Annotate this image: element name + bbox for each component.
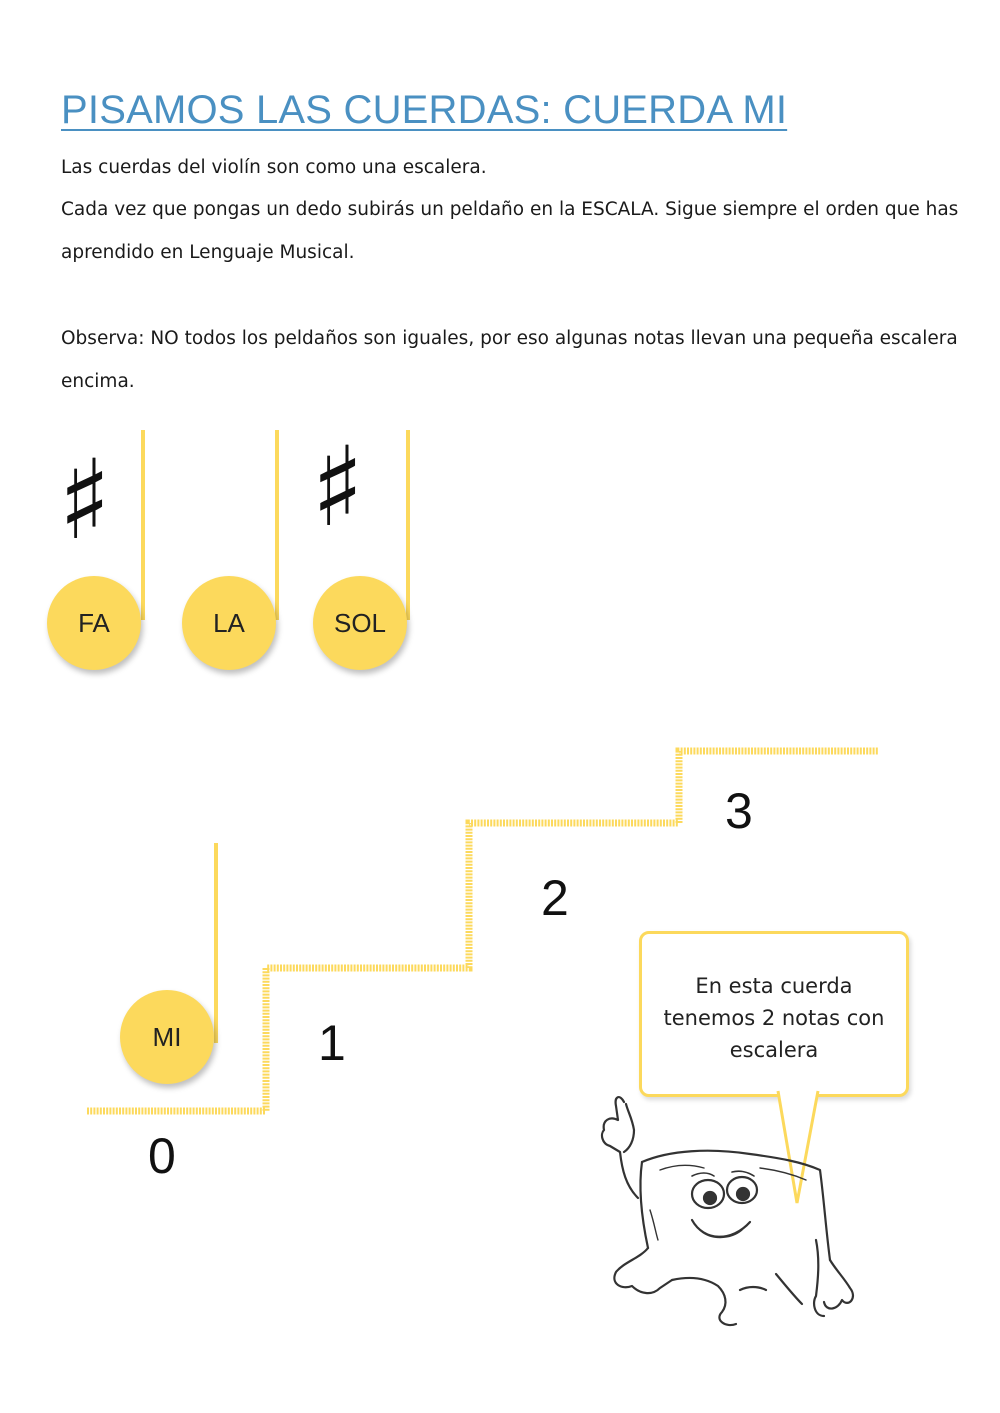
sharp-icon-fa: ♯ [58,436,112,564]
page-title: PISAMOS LAS CUERDAS: CUERDA MI [61,88,788,132]
bridge-character-icon [580,1090,865,1350]
note-stem-mi [214,843,218,1043]
step-number-3: 3 [725,783,753,839]
note-sol: SOL [313,576,407,670]
speech-bubble [639,931,909,1097]
sharp-icon-sol: ♯ [311,423,365,551]
step-number-2: 2 [541,870,569,926]
note-la: LA [182,576,276,670]
note-mi: MI [120,990,214,1084]
intro-paragraph: Las cuerdas del violín son como una escalera. [61,157,487,178]
note-fa: FA [47,576,141,670]
speech-bubble-text: En esta cuerda tenemos 2 notas con escalera [663,974,885,1062]
observation-paragraph: Observa: NO todos los peldaños son iguales, por eso algunas notas llevan una pequeña escalera encima. [61,328,958,392]
step-number-1: 1 [318,1015,346,1071]
instruction-paragraph: Cada vez que pongas un dedo subirás un peldaño en la ESCALA. Sigue siempre el orden que has aprendido en Lenguaje Musical. [61,199,959,263]
step-number-0: 0 [148,1128,176,1184]
